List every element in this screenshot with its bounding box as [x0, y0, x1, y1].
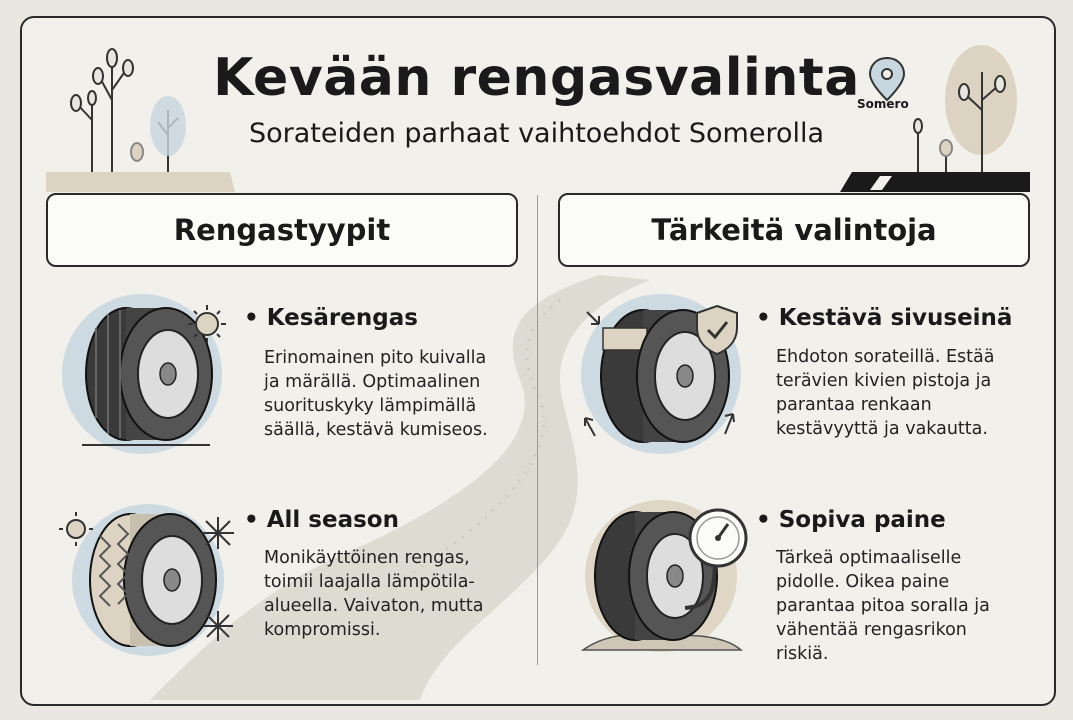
item-text-all-season: Monikäyttöinen rengas, toimii laajalla lämpötila- alueella. Vaivaton, mutta kompromissi.	[264, 548, 484, 640]
snowflake-icon	[200, 515, 236, 551]
sun-small-icon	[57, 510, 95, 548]
item-text-summer-tire: Erinomainen pito kuivalla ja märällä. Optimaalinen suorituskyky lämpimällä säällä, kestävä kumiseos.	[264, 348, 488, 440]
column-divider	[537, 195, 538, 665]
item-title-summer-tire: • Kesärengas	[244, 305, 418, 331]
sun-icon	[186, 303, 228, 345]
item-text-pressure: Tärkeä optimaaliselle pidolle. Oikea paine parantaa pitoa soralla ja vähentää rengasrikon riskiä.	[776, 548, 990, 664]
page-title: Kevään rengasvalinta	[213, 48, 860, 108]
snowflake-small-icon	[200, 608, 236, 644]
pressure-gauge-icon	[686, 506, 750, 570]
section-heading-key-choices: Tärkeitä valintoja	[558, 193, 1030, 267]
shield-check-icon	[694, 304, 740, 356]
page-subtitle: Sorateiden parhaat vaihtoehdot Somerolla	[248, 118, 825, 149]
location-label: Somero	[857, 97, 909, 111]
item-title-all-season: • All season	[244, 507, 399, 533]
item-title-pressure: • Sopiva paine	[756, 507, 946, 533]
ground-left	[46, 172, 235, 192]
tire-icon	[90, 514, 216, 646]
item-title-sidewall: • Kestävä sivuseinä	[756, 305, 1013, 331]
item-text-sidewall: Ehdoton sorateillä. Estää terävien kivien pistoja ja parantaa renkaan kestävyyttä ja vakautta.	[776, 347, 995, 439]
road-right-asphalt	[840, 172, 1030, 192]
section-heading-tire-types: Rengastyypit	[46, 193, 518, 267]
